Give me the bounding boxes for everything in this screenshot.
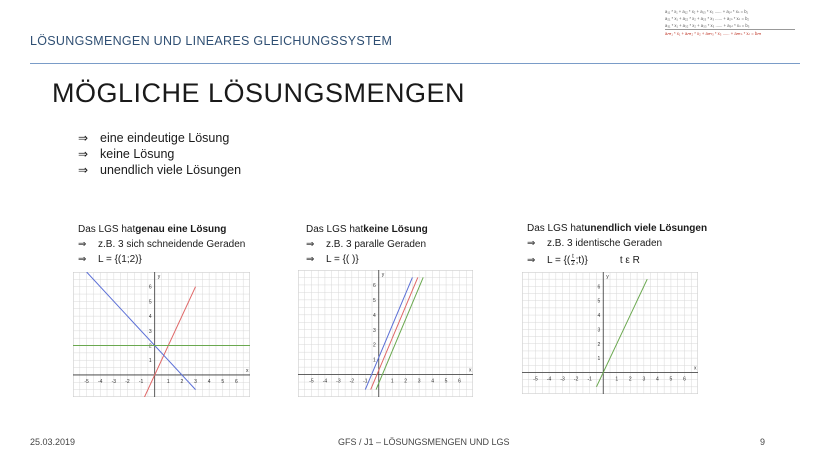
x-tick-label: 2 [180, 378, 184, 385]
x-tick-label: -4 [98, 378, 103, 385]
x-tick-label: 4 [655, 376, 659, 383]
intro-bold: unendlich viele Lösungen [584, 223, 708, 234]
y-axis-label: y [157, 274, 161, 280]
x-tick-label: -4 [546, 376, 552, 383]
footer-title: GFS / J1 – LÖSUNGSMENGEN UND LGS [338, 437, 510, 447]
implies-arrow-icon: ⇒ [78, 239, 87, 250]
column-one-solution [78, 222, 245, 267]
y-tick-label: 5 [148, 299, 152, 306]
column-example [306, 237, 428, 252]
x-tick-label: -2 [573, 376, 579, 383]
solution-text: L = {(1;2)} [98, 254, 142, 265]
graph-parallel-lines [298, 270, 473, 397]
y-tick-label: 6 [597, 284, 601, 291]
x-tick-label: 2 [404, 378, 408, 385]
thumb-row: a𝘮₁ * x₁ + a𝘮₂ * x₂ + a𝘮₃ * x₃ ...... + a𝘮ₙ * xₙ = b𝘮 [665, 29, 795, 37]
thumb-row: a₁₁ * x₁ + a₁₂ * x₂ + a₁₃ * x₃ ...... + a₁ₙ * xₙ = b₁ [665, 9, 748, 14]
x-tick-label: 6 [683, 376, 686, 383]
x-tick-label: -2 [349, 378, 355, 385]
bullet-item [78, 130, 241, 146]
y-axis-label: y [606, 274, 609, 280]
header-divider [30, 63, 800, 64]
footer-date: 25.03.2019 [30, 437, 76, 447]
x-tick-label: -1 [363, 378, 368, 385]
solution-fraction [571, 254, 574, 267]
y-tick-label: 3 [372, 327, 376, 334]
implies-arrow-icon: ⇒ [306, 254, 315, 265]
column-no-solution [306, 222, 428, 267]
implies-arrow-icon: ⇒ [78, 254, 87, 265]
y-tick-label: 6 [372, 282, 376, 289]
x-tick-label: -3 [336, 378, 341, 385]
column-intro [527, 221, 707, 236]
implies-arrow-icon: ⇒ [306, 239, 315, 250]
y-tick-label: 5 [597, 298, 601, 305]
x-tick-label: 5 [669, 376, 673, 383]
x-tick-label: 6 [458, 378, 461, 385]
x-tick-label: 1 [390, 378, 394, 385]
y-tick-label: 1 [597, 356, 601, 363]
x-tick-label: 3 [194, 378, 197, 385]
x-tick-label: 5 [221, 378, 225, 385]
x-axis-label: x [246, 367, 249, 374]
fraction-denominator: 2 [571, 261, 575, 267]
page-number: 9 [760, 437, 766, 447]
y-tick-label: 4 [597, 313, 601, 320]
equation-system-thumbnail [665, 8, 795, 60]
bullet-text: keine Lösung [100, 147, 175, 161]
x-tick-label: 6 [234, 378, 238, 385]
column-example [527, 236, 707, 251]
bullet-text: eine eindeutige Lösung [100, 131, 230, 145]
column-example [78, 237, 245, 252]
graph-intersecting-lines [73, 272, 250, 397]
column-solution [78, 252, 245, 267]
x-axis-label: x [694, 365, 697, 372]
x-tick-label: 1 [615, 376, 619, 383]
y-tick-label: 1 [148, 358, 152, 365]
intro-prefix: Das LGS hat [306, 224, 364, 235]
column-solution [527, 253, 707, 268]
x-tick-label: 5 [444, 378, 448, 385]
x-axis-label: x [469, 367, 472, 374]
y-tick-label: 3 [597, 327, 601, 334]
bullet-text: unendlich viele Lösungen [100, 163, 242, 177]
x-tick-label: -1 [587, 376, 592, 383]
y-tick-label: 3 [148, 328, 152, 335]
graph-identical-lines [522, 272, 698, 394]
column-solution [306, 252, 428, 267]
solution-parameter: t ε R [619, 255, 640, 266]
y-tick-label: 2 [372, 342, 376, 349]
bullet-item [78, 146, 241, 162]
x-tick-label: -2 [125, 378, 130, 385]
implies-arrow-icon: ⇒ [527, 238, 536, 249]
column-infinite-solutions [527, 221, 707, 268]
implies-arrow-icon: ⇒ [78, 163, 89, 177]
y-tick-label: 1 [372, 357, 376, 364]
solution-text: L = {( )} [326, 254, 359, 265]
example-text: z.B. 3 sich schneidende Geraden [98, 239, 246, 250]
thumb-row: a₂₁ * x₁ + a₂₂ * x₂ + a₂₃ * x₃ ...... + a₂ₙ * xₙ = b₂ [665, 16, 750, 21]
header-title: LÖSUNGSMENGEN UND LINEARES GLEICHUNGSSYSTEM [30, 34, 393, 48]
bullet-list [78, 130, 241, 178]
slide-title: MÖGLICHE LÖSUNGSMENGEN [52, 78, 466, 108]
column-intro [306, 222, 428, 237]
x-tick-label: 4 [431, 378, 435, 385]
implies-arrow-icon: ⇒ [527, 255, 536, 266]
y-tick-label: 2 [148, 343, 152, 350]
intro-prefix: Das LGS hat [527, 223, 585, 234]
y-axis-label: y [381, 272, 385, 278]
implies-arrow-icon: ⇒ [78, 147, 89, 161]
x-tick-label: 3 [642, 376, 646, 383]
solution-suffix: ;t)} [575, 255, 588, 266]
y-tick-label: 2 [597, 341, 601, 348]
solution-prefix: L = {( [547, 255, 571, 266]
y-tick-label: 4 [372, 312, 376, 319]
y-tick-label: 6 [148, 284, 152, 291]
x-tick-label: -4 [322, 378, 328, 385]
intro-bold: genau eine Lösung [135, 224, 227, 235]
x-tick-label: 4 [207, 378, 211, 385]
y-tick-label: 4 [148, 314, 152, 321]
implies-arrow-icon: ⇒ [78, 131, 89, 145]
thumb-row: a₃₁ * x₁ + a₃₂ * x₂ + a₃₃ * x₃ ...... + a₃ₙ * xₙ = b₃ [665, 23, 750, 28]
fraction-numerator: t [572, 254, 574, 260]
x-tick-label: 3 [417, 378, 421, 385]
intro-bold: keine Lösung [363, 224, 428, 235]
example-text: z.B. 3 identische Geraden [547, 238, 663, 249]
x-tick-label: -3 [111, 378, 117, 385]
column-intro [78, 222, 245, 237]
y-tick-label: 5 [372, 297, 376, 304]
bullet-item [78, 162, 241, 178]
x-tick-label: 2 [628, 376, 632, 383]
x-tick-label: -5 [309, 378, 314, 385]
x-tick-label: -1 [138, 378, 144, 385]
x-tick-label: -5 [533, 376, 538, 383]
x-tick-label: -5 [84, 378, 89, 385]
example-text: z.B. 3 paralle Geraden [326, 239, 427, 250]
intro-prefix: Das LGS hat [78, 224, 136, 235]
x-tick-label: -3 [560, 376, 565, 383]
x-tick-label: 1 [166, 378, 170, 385]
